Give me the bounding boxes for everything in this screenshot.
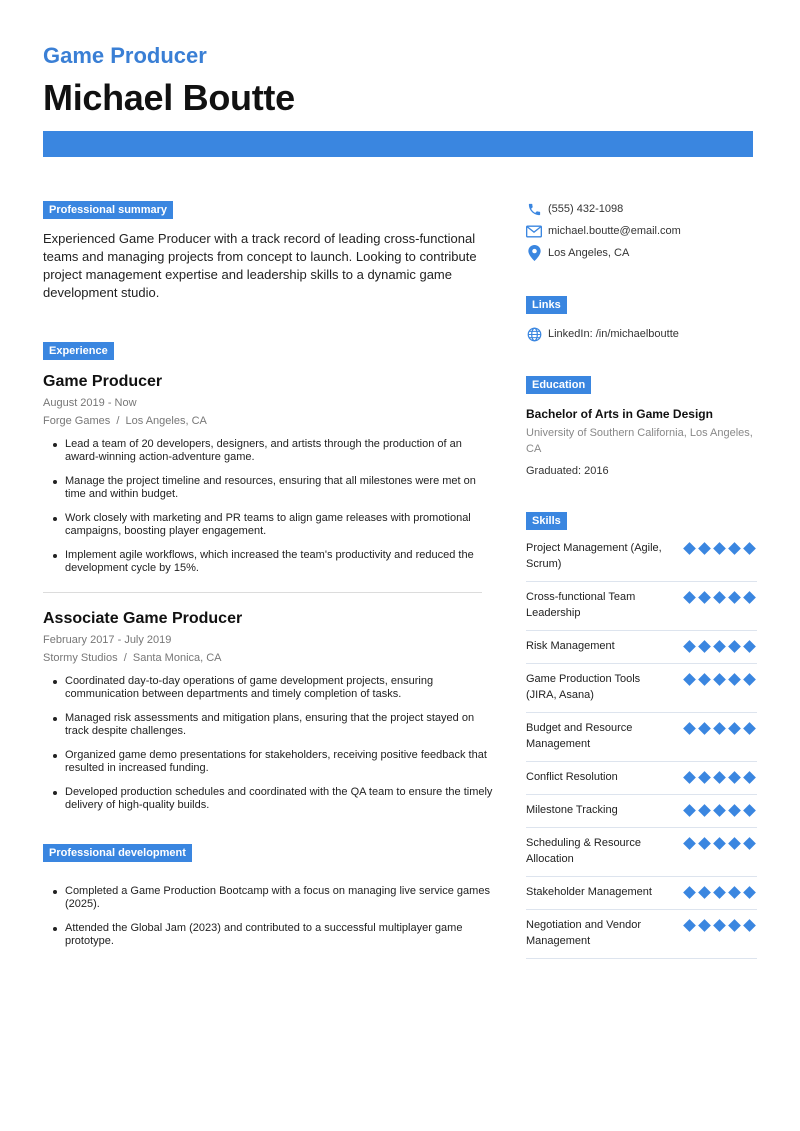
rating-diamond-icon: [743, 591, 756, 604]
experience-company: Stormy Studios / Santa Monica, CA: [43, 652, 222, 664]
development-section: [43, 843, 498, 948]
rating-diamond-icon: [698, 919, 711, 932]
rating-diamond-icon: [728, 722, 741, 735]
experience-dates: February 2017 - July 2019: [43, 634, 172, 646]
rating-diamond-icon: [683, 804, 696, 817]
links-heading: Links: [526, 296, 567, 314]
rating-diamond-icon: [713, 837, 726, 850]
contact-phone: [526, 198, 757, 220]
rating-diamond-icon: [728, 886, 741, 899]
header-accent-bar: [43, 131, 753, 157]
rating-diamond-icon: [713, 591, 726, 604]
rating-diamond-icon: [713, 542, 726, 555]
rating-diamond-icon: [743, 542, 756, 555]
bullet-item: Managed risk assessments and mitigation plans, ensuring that the project stayed on track despite challenges.: [43, 712, 498, 738]
sidebar-column: [526, 200, 757, 959]
rating-diamond-icon: [683, 673, 696, 686]
skill-row: [526, 828, 757, 877]
rating-diamond-icon: [713, 886, 726, 899]
skill-name: Project Management (Agile, Scrum): [526, 542, 662, 570]
bullet-item: Coordinated day-to-day operations of game development projects, ensuring communication between departments and timely completion of tasks.: [43, 675, 498, 701]
rating-diamond-icon: [698, 542, 711, 555]
skill-name: Stakeholder Management: [526, 886, 652, 898]
skill-rating: [684, 591, 757, 604]
bullet-item: Completed a Game Production Bootcamp with a focus on managing live service games (2025).: [43, 885, 498, 911]
skill-row: [526, 910, 757, 959]
skill-rating: [684, 919, 757, 932]
experience-role: Game Producer: [43, 373, 163, 390]
skill-name: Budget and Resource Management: [526, 722, 633, 750]
rating-diamond-icon: [698, 837, 711, 850]
education-graduated: Graduated: 2016: [526, 465, 609, 477]
development-bullets: [43, 885, 498, 948]
bullet-item: Implement agile workflows, which increased the team's productivity and reduced the development cycle by 15%.: [43, 549, 498, 575]
rating-diamond-icon: [713, 722, 726, 735]
rating-diamond-icon: [743, 673, 756, 686]
education-degree: Bachelor of Arts in Game Design: [526, 407, 713, 421]
skills-list: [526, 533, 757, 959]
skill-rating: [684, 722, 757, 735]
experience-divider: [43, 592, 482, 593]
skill-name: Cross-functional Team Leadership: [526, 591, 636, 619]
email-link[interactable]: michael.boutte@email.com: [548, 225, 681, 237]
globe-icon: [526, 326, 542, 342]
skill-name: Negotiation and Vendor Management: [526, 919, 641, 947]
summary-text: Experienced Game Producer with a track record of leading cross-functional teams and managing projects from concept to launch. Looking to contribute project management expertise and leadership skills to a dynamic game development studio.: [43, 231, 477, 300]
location-pin-icon: [526, 245, 542, 261]
education-heading: Education: [526, 376, 591, 394]
skill-row: [526, 664, 757, 713]
rating-diamond-icon: [743, 919, 756, 932]
skill-row: [526, 631, 757, 664]
rating-diamond-icon: [728, 837, 741, 850]
experience-section: [43, 341, 498, 812]
experience-company: Forge Games / Los Angeles, CA: [43, 415, 207, 427]
mail-icon: [526, 223, 542, 239]
experience-bullets: [43, 675, 498, 812]
rating-diamond-icon: [728, 640, 741, 653]
experience-dates: August 2019 - Now: [43, 397, 137, 409]
skill-row: [526, 713, 757, 762]
rating-diamond-icon: [728, 542, 741, 555]
skill-name: Risk Management: [526, 640, 615, 652]
rating-diamond-icon: [728, 591, 741, 604]
bullet-item: Work closely with marketing and PR teams to align game releases with promotional campaigns, boosting player engagement.: [43, 512, 498, 538]
skill-row: [526, 877, 757, 910]
rating-diamond-icon: [698, 804, 711, 817]
experience-heading: Experience: [43, 342, 114, 360]
skill-rating: [684, 837, 757, 850]
phone-icon: [526, 201, 542, 217]
rating-diamond-icon: [713, 804, 726, 817]
main-column: [43, 200, 498, 959]
rating-diamond-icon: [728, 673, 741, 686]
skill-name: Game Production Tools (JIRA, Asana): [526, 673, 641, 701]
skill-rating: [684, 542, 757, 555]
skill-rating: [684, 771, 757, 784]
links-section: [526, 295, 757, 345]
skill-rating: [684, 640, 757, 653]
linkedin-link[interactable]: LinkedIn: /in/michaelboutte: [548, 328, 679, 340]
education-section: [526, 375, 757, 479]
skill-row: [526, 533, 757, 582]
bullet-item: Lead a team of 20 developers, designers, and artists through the production of an award-winning action-adventure game.: [43, 438, 498, 464]
phone-text[interactable]: (555) 432-1098: [548, 203, 624, 215]
location-text: Los Angeles, CA: [548, 247, 630, 259]
rating-diamond-icon: [683, 591, 696, 604]
rating-diamond-icon: [698, 591, 711, 604]
skill-name: Scheduling & Resource Allocation: [526, 837, 641, 865]
rating-diamond-icon: [743, 837, 756, 850]
skill-name: Conflict Resolution: [526, 771, 618, 783]
skill-row: [526, 762, 757, 795]
rating-diamond-icon: [683, 837, 696, 850]
resume-header: [43, 42, 753, 120]
skill-name: Milestone Tracking: [526, 804, 618, 816]
rating-diamond-icon: [698, 722, 711, 735]
candidate-name: Michael Boutte: [43, 77, 295, 118]
contact-location: [526, 242, 757, 264]
bullet-item: Developed production schedules and coordinated with the QA team to ensure the timely delivery of high-quality builds.: [43, 786, 498, 812]
skill-rating: [684, 673, 757, 686]
rating-diamond-icon: [683, 640, 696, 653]
development-heading: Professional development: [43, 844, 192, 862]
rating-diamond-icon: [728, 771, 741, 784]
education-school: University of Southern California, Los Angeles, CA: [526, 427, 753, 455]
rating-diamond-icon: [713, 640, 726, 653]
job-title: Game Producer: [43, 43, 207, 68]
skill-rating: [684, 886, 757, 899]
rating-diamond-icon: [743, 640, 756, 653]
rating-diamond-icon: [743, 771, 756, 784]
rating-diamond-icon: [698, 673, 711, 686]
contact-email: [526, 220, 757, 242]
rating-diamond-icon: [743, 804, 756, 817]
rating-diamond-icon: [713, 673, 726, 686]
rating-diamond-icon: [743, 886, 756, 899]
rating-diamond-icon: [698, 886, 711, 899]
contact-section: [526, 198, 757, 264]
experience-entry: [43, 609, 498, 812]
rating-diamond-icon: [743, 722, 756, 735]
rating-diamond-icon: [683, 722, 696, 735]
skill-row: [526, 582, 757, 631]
rating-diamond-icon: [728, 804, 741, 817]
skills-section: [526, 511, 757, 959]
experience-entry: [43, 372, 498, 575]
bullet-item: Organized game demo presentations for stakeholders, receiving positive feedback that resulted in increased funding.: [43, 749, 498, 775]
rating-diamond-icon: [698, 640, 711, 653]
experience-role: Associate Game Producer: [43, 610, 243, 627]
bullet-item: Manage the project timeline and resources, ensuring that all milestones were met on time and within budget.: [43, 475, 498, 501]
rating-diamond-icon: [713, 919, 726, 932]
skills-heading: Skills: [526, 512, 567, 530]
bullet-item: Attended the Global Jam (2023) and contributed to a successful multiplayer game prototype.: [43, 922, 498, 948]
rating-diamond-icon: [713, 771, 726, 784]
rating-diamond-icon: [683, 886, 696, 899]
skill-rating: [684, 804, 757, 817]
rating-diamond-icon: [698, 771, 711, 784]
rating-diamond-icon: [728, 919, 741, 932]
linkedin-row: [526, 323, 757, 345]
summary-section: [43, 200, 498, 302]
experience-bullets: [43, 438, 498, 575]
rating-diamond-icon: [683, 919, 696, 932]
rating-diamond-icon: [683, 542, 696, 555]
summary-heading: Professional summary: [43, 201, 173, 219]
skill-row: [526, 795, 757, 828]
rating-diamond-icon: [683, 771, 696, 784]
